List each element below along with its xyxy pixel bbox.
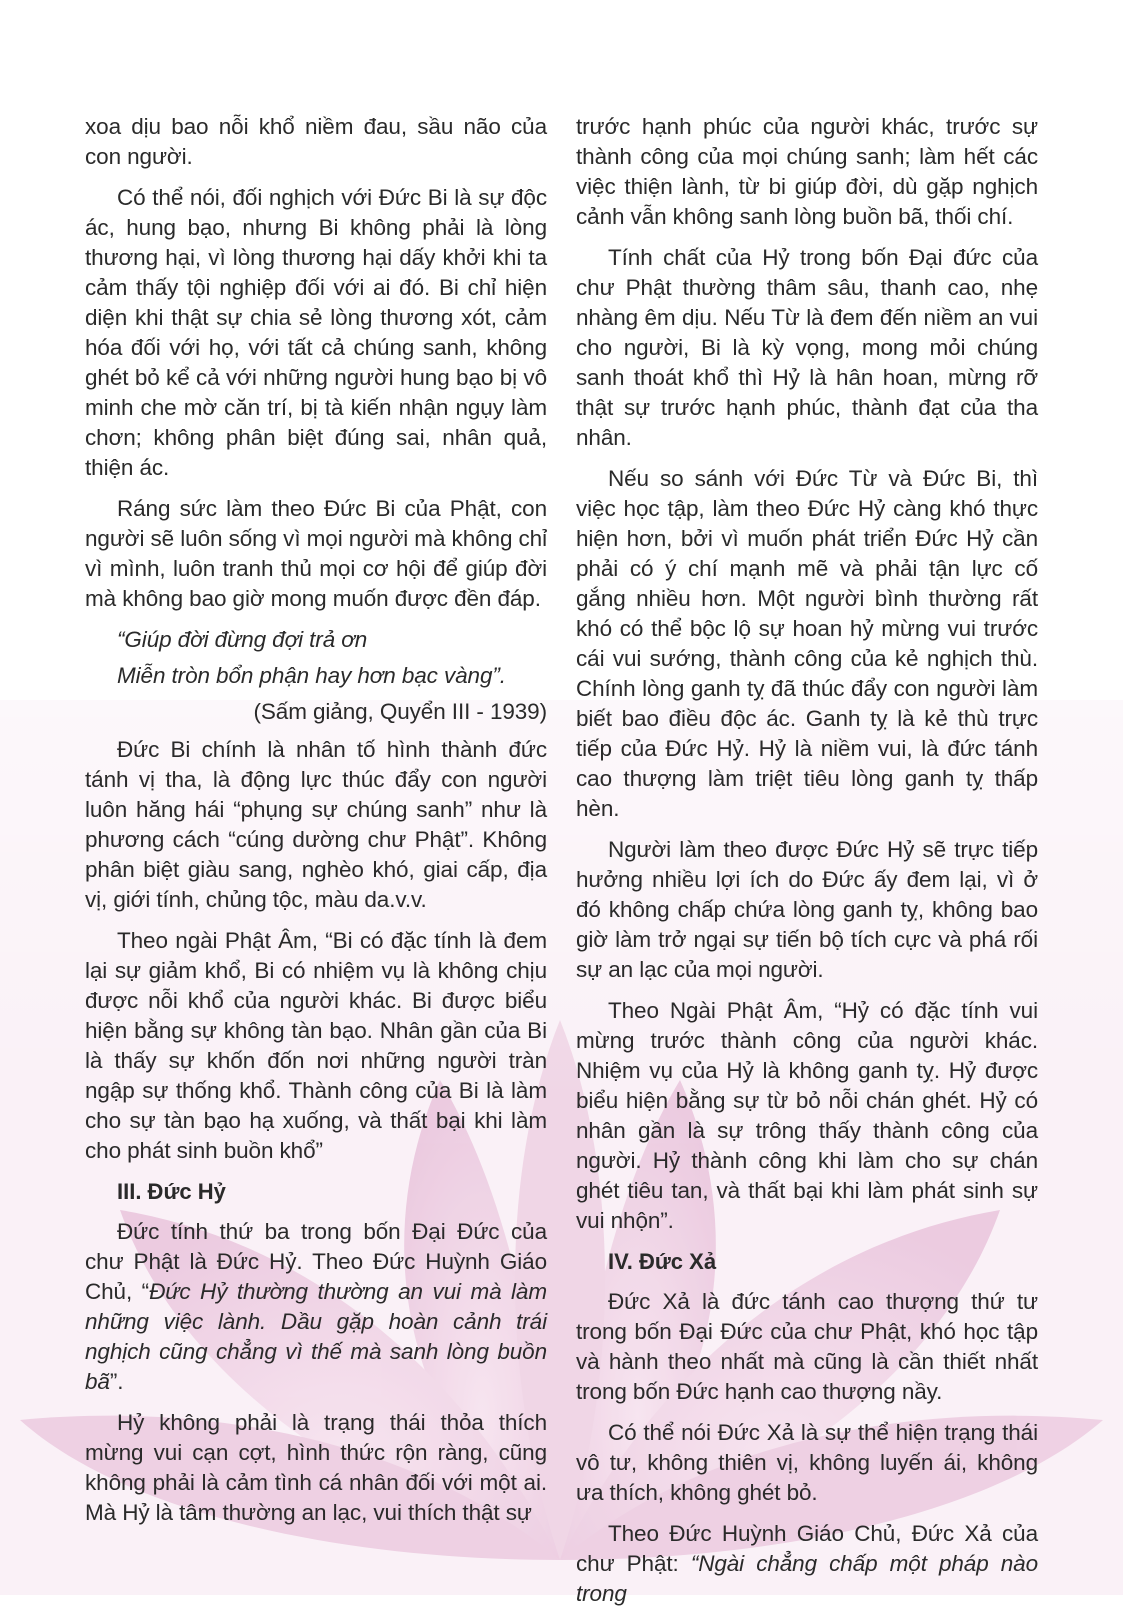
paragraph: Hỷ không phải là trạng thái thỏa thích mừng vui cạn cợt, hình thức rộn ràng, cũng không phải là cảm tình cá nhân đối với một ai. Mà Hỷ là tâm thường an lạc, vui thích thật sự (85, 1410, 547, 1525)
paragraph: Có thể nói, đối nghịch với Đức Bi là sự độc ác, hung bạo, nhưng Bi không phải là lòng thương hại, vì lòng thương hại dấy khởi khi ta cảm thấy tội nghiệp đối với ai đó. Bi chỉ hiện diện khi thật sự chia sẻ lòng thương xót, cảm hóa đối với họ, với tất cả chúng sanh, không ghét bỏ kể cả với những người hung bạo bị vô minh che mờ căn trí, bị tà kiến nhận ngụy làm chơn; không phân biệt đúng sai, nhân quả, thiện ác. (85, 185, 547, 480)
paragraph: Người làm theo được Đức Hỷ sẽ trực tiếp hưởng nhiều lợi ích do Đức ấy đem lại, vì ở đó không chấp chứa lòng ganh tỵ, không bao giờ làm trở ngại sự tiến bộ tích cực và phá rối sự an lạc của mọi người. (576, 837, 1038, 982)
text-run: Theo Đức Huỳnh Giáo Chủ, Đức Xả của chư Phật: (576, 1521, 1038, 1576)
paragraph: Đức Xả là đức tánh cao thượng thứ tư trong bốn Đại Đức của chư Phật, khó học tập và hành theo nhất mà cũng là cần thiết nhất trong bốn Đức hạnh cao thượng nầy. (576, 1289, 1038, 1404)
paragraph: Đức Bi chính là nhân tố hình thành đức tánh vị tha, là động lực thúc đẩy con người luôn hăng hái “phụng sự chúng sanh” như là phương cách “cúng dường chư Phật”. Không phân biệt giàu sang, nghèo khó, giai cấp, địa vị, giới tính, chủng tộc, màu da.v.v. (85, 737, 547, 912)
paragraph (85, 1217, 547, 1397)
verse-line: Miễn tròn bổn phận hay hơn bạc vàng”. (117, 663, 506, 688)
verse-line: “Giúp đời đừng đợi trả ơn (117, 627, 368, 652)
right-column (576, 112, 1038, 1620)
paragraph: Có thể nói Đức Xả là sự thể hiện trạng thái vô tư, không thiên vị, không luyến ái, không ưa thích, không ghét bỏ. (576, 1420, 1038, 1505)
quote-italic: Đức Hỷ thường thường an vui mà làm những việc lành. Dầu gặp hoàn cảnh trái nghịch cũng chẳng vì thế mà sanh lòng buồn bã (85, 1279, 547, 1394)
citation-source: (Sấm giảng, Quyển III - 1939) (253, 699, 547, 724)
quote-italic: “Ngài chẳng chấp một pháp nào trong (576, 1551, 1038, 1606)
text-run: Đức tính thứ ba trong bốn Đại Đức của chư Phật là Đức Hỷ. Theo Đức Huỳnh Giáo Chủ, “ (85, 1219, 547, 1304)
left-column (85, 112, 547, 1539)
text-run: ”. (109, 1369, 124, 1394)
paragraph (576, 1519, 1038, 1609)
paragraph: Theo Ngài Phật Âm, “Hỷ có đặc tính vui mừng trước thành công của người khác. Nhiệm vụ của Hỷ là không ganh tỵ. Hỷ được biểu hiện bằng sự từ bỏ nỗi chán ghét. Hỷ có nhân gần là sự trông thấy thành công của người. Hỷ thành công khi làm cho sự chán ghét tiêu tan, và thất bại khi làm phát sinh sự vui nhộn”. (576, 998, 1038, 1233)
section-heading-duc-xa: IV. Đức Xả (608, 1249, 717, 1274)
paragraph: trước hạnh phúc của người khác, trước sự thành công của mọi chúng sanh; làm hết các việc thiện lành, từ bi giúp đời, dù gặp nghịch cảnh vẫn không sanh lòng buồn bã, thối chí. (576, 114, 1038, 229)
paragraph: Nếu so sánh với Đức Từ và Đức Bi, thì việc học tập, làm theo Đức Hỷ càng khó thực hiện hơn, bởi vì muốn phát triển Đức Hỷ cần phải có ý chí mạnh mẽ và phải tận lực cố gắng nhiều hơn. Một người bình thường rất khó có thể bộc lộ sự hoan hỷ mừng vui trước cái vui sướng, thành công của kẻ nghịch thù. Chính lòng ganh tỵ đã thúc đẩy con người làm biết bao điều độc ác. Ganh tỵ là kẻ thù trực tiếp của Đức Hỷ. Hỷ là niềm vui, là đức tánh cao thượng làm triệt tiêu lòng ganh tỵ thấp hèn. (576, 466, 1038, 821)
paragraph: Theo ngài Phật Âm, “Bi có đặc tính là đem lại sự giảm khổ, Bi có nhiệm vụ là không chịu được nỗi khổ của người khác. Bi được biểu hiện bằng sự không tàn bạo. Nhân gần của Bi là thấy sự khốn đốn nơi những người tràn ngập sự thống khổ. Thành công của Bi là làm cho sự tàn bạo hạ xuống, và thất bại khi làm cho phát sinh buồn khổ” (85, 928, 547, 1163)
paragraph: xoa dịu bao nỗi khổ niềm đau, sầu não của con người. (85, 114, 547, 169)
section-heading-duc-hy: III. Đức Hỷ (117, 1179, 226, 1204)
paragraph: Tính chất của Hỷ trong bốn Đại đức của chư Phật thường thâm sâu, thanh cao, nhẹ nhàng êm dịu. Nếu Từ là đem đến niềm an vui cho người, Bi là kỳ vọng, mong mỏi chúng sanh thoát khổ thì Hỷ là hân hoan, mừng rỡ thật sự trước hạnh phúc, thành đạt của tha nhân. (576, 245, 1038, 450)
paragraph: Ráng sức làm theo Đức Bi của Phật, con người sẽ luôn sống vì mọi người mà không chỉ vì mình, luôn tranh thủ mọi cơ hội để giúp đời mà không bao giờ mong muốn được đền đáp. (85, 496, 547, 611)
